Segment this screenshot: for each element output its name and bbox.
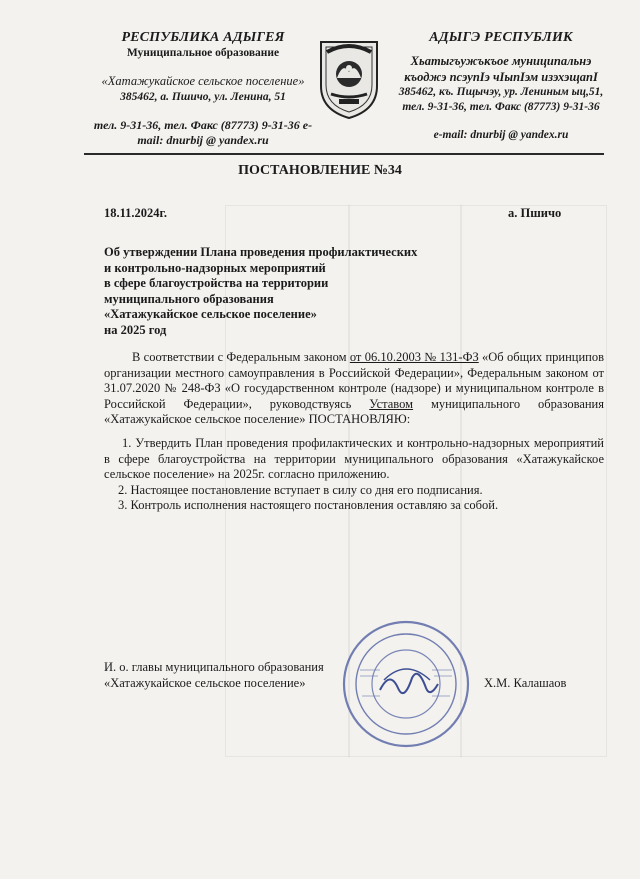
header-left-title: РЕСПУБЛИКА АДЫГЕЯ: [121, 30, 285, 45]
subject-line: муниципального образования: [104, 291, 274, 306]
header-right-line4: тел. 9-31-36, тел. Факс (87773) 9-31-36: [402, 100, 600, 113]
document-date: 18.11.2024г.: [104, 206, 167, 220]
signatory-position-line: И. о. главы муниципального образования: [104, 660, 324, 674]
charter-link[interactable]: Уставом: [369, 396, 414, 411]
header-right: [386, 30, 616, 142]
header-right-title: АДЫГЭ РЕСПУБЛИК: [429, 30, 573, 45]
resolution-item: 2. Настоящее постановление вступает в силу со дня его подписания.: [118, 482, 483, 497]
header-left-line2: «Хатажукайское сельское поселение»: [101, 74, 305, 89]
resolution-item: 1. Утвердить План проведения профилактических и контрольно-надзорных мероприятий в сфере благоустройства на территории муниципального образования «Хатажукайское сельское поселение» на 2025г. согласно приложению.: [104, 436, 604, 481]
header-right-line1: Хьатыгъужъкъое муниципальнэ: [410, 54, 592, 68]
subject-line: в сфере благоустройства на территории: [104, 276, 329, 290]
header-right-line3: 385462, къ. Пщычэу, ур. Лениным ыц,51,: [398, 86, 604, 99]
document-subject: [104, 245, 434, 338]
signatory-position: [104, 660, 324, 691]
header-left-line1: Муниципальное образование: [126, 47, 280, 59]
subject-line: Об утверждении Плана проведения профилактических: [104, 245, 418, 259]
preamble-text: «Об общих принципов организации местного самоуправления в Российской Федерации», Федеральным законом от 31.07.2020 № 248-ФЗ «О государственном контроле (надзоре) и муниципальном контроле в Российской Федерации», руководствуясь: [104, 350, 604, 411]
header-left-line5: mail: dnurbij @ yandex.ru: [137, 133, 269, 148]
header-left-line4: тел. 9-31-36, тел. Факс (87773) 9-31-36 e-: [93, 118, 313, 133]
official-seal-icon: [340, 618, 472, 750]
preamble-text: В соответствии с Федеральным законом: [132, 350, 350, 364]
signatory-name: Х.М. Калашаов: [484, 676, 567, 690]
resolution-items: [104, 436, 604, 514]
header-left-line3: 385462, а. Пшичо, ул. Ленина, 51: [120, 91, 286, 103]
header-divider: [84, 153, 604, 155]
document-title: ПОСТАНОВЛЕНИЕ №34: [238, 163, 402, 178]
header-right-line2: къоджэ псэупIэ чIыпIэм изэхэщапI: [404, 69, 598, 84]
header-right-line5: e-mail: dnurbij @ yandex.ru: [433, 129, 569, 141]
signatory-position-line: «Хатажукайское сельское поселение»: [104, 675, 306, 690]
subject-line: «Хатажукайское сельское поселение»: [104, 307, 317, 321]
subject-line: и контрольно-надзорных мероприятий: [104, 260, 326, 275]
subject-line: на 2025 год: [104, 322, 167, 337]
coat-of-arms-icon: [315, 38, 383, 120]
document-place: а. Пшичо: [508, 206, 562, 220]
law-reference-link[interactable]: от 06.10.2003 № 131-ФЗ: [349, 350, 479, 364]
header-left: [92, 30, 314, 148]
resolution-item: 3. Контроль исполнения настоящего постановления оставляю за собой.: [118, 498, 499, 512]
preamble-text: муниципального образования «Хатажукайское сельское поселение» ПОСТАНОВЛЯЮ:: [104, 396, 604, 426]
preamble-paragraph: [104, 350, 604, 428]
